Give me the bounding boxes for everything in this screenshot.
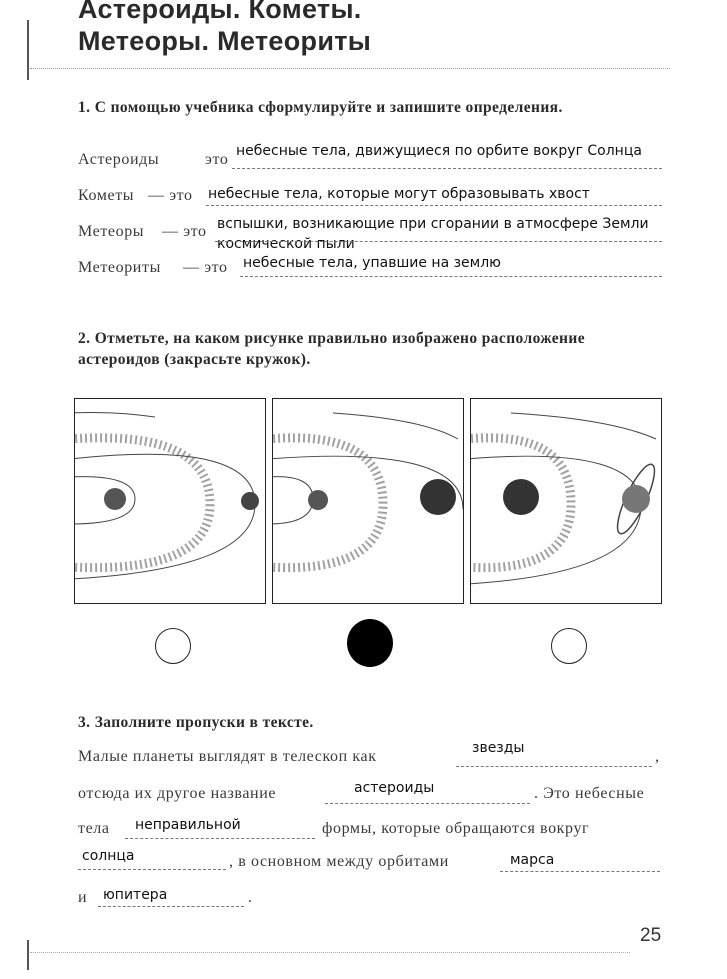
orbit-line xyxy=(511,413,656,439)
inner-orbit xyxy=(273,477,313,524)
blank-line xyxy=(125,838,315,839)
planet-inner xyxy=(104,488,126,510)
sentence-5-end: . xyxy=(248,889,253,906)
planet-outer xyxy=(420,479,456,515)
answer-line xyxy=(240,276,662,277)
sentence-5-text: и xyxy=(78,889,88,906)
answer-asteroids[interactable]: небесные тела, движущиеся по орбите вокруг Солнца xyxy=(236,143,642,159)
header-divider xyxy=(30,68,670,69)
blank-line xyxy=(78,869,226,870)
blank-line xyxy=(325,803,530,804)
answer-meteors[interactable]: вспышки, возникающие при сгорании в атмосфере Земли xyxy=(217,216,649,232)
sentence-1-end: , xyxy=(655,748,660,765)
sentence-2-text: отсюда их другое название xyxy=(78,785,277,802)
answer-comets[interactable]: небесные тела, которые могут образовывать хвост xyxy=(208,186,590,202)
connector: — это xyxy=(162,223,207,240)
option-circle-1[interactable] xyxy=(155,628,191,664)
sentence-4-text: , в основном между орбитами xyxy=(229,853,449,870)
term-comets: Кометы xyxy=(78,187,135,204)
orbit-line xyxy=(333,413,458,439)
task2-question: 2. Отметьте, на каком рисунке правильно изображено расположение астероидов (закрасьте кружок). xyxy=(78,330,585,368)
task3-question: 3. Заполните пропуски в тексте. xyxy=(78,714,314,731)
option-circle-2[interactable] xyxy=(347,619,393,667)
task1-question: 1. С помощью учебника сформулируйте и запишите определения. xyxy=(78,99,563,116)
orbit-line xyxy=(75,413,155,418)
figure-panel-3 xyxy=(470,398,662,604)
connector: — это xyxy=(148,187,193,204)
term-asteroids: Астероиды xyxy=(78,151,160,168)
margin-mark xyxy=(27,940,29,970)
answer-line xyxy=(206,205,662,206)
planet-inner xyxy=(503,479,539,515)
asteroid-belt xyxy=(75,438,210,568)
answer-sun[interactable]: солнца xyxy=(82,848,135,864)
answer-meteorites[interactable]: небесные тела, упавшие на землю xyxy=(243,255,501,271)
sentence-1-text: Малые планеты выглядят в телескоп как xyxy=(78,748,377,765)
answer-irregular[interactable]: неправильной xyxy=(135,817,241,833)
blank-line xyxy=(98,906,244,907)
sentence-3-end: формы, которые обращаются вокруг xyxy=(322,820,590,837)
connector: — это xyxy=(183,259,228,276)
planet-outer xyxy=(241,492,259,510)
answer-mars[interactable]: марса xyxy=(510,852,555,868)
blank-line xyxy=(456,766,652,767)
sentence-2-end: . Это небесные xyxy=(534,785,645,802)
answer-line xyxy=(215,241,662,242)
term-meteorites: Метеориты xyxy=(78,259,161,276)
sentence-3-text: тела xyxy=(78,820,110,837)
answer-stars[interactable]: звезды xyxy=(472,740,525,756)
answer-line xyxy=(232,168,662,169)
page-number: 25 xyxy=(640,925,662,946)
page-title-line1: Астероиды. Кометы. xyxy=(78,0,362,24)
answer-jupiter[interactable]: юпитера xyxy=(103,887,168,903)
figure-panel-2 xyxy=(272,398,464,604)
answer-meteors-line2[interactable]: космической пыли xyxy=(217,236,355,252)
connector: это xyxy=(205,151,229,168)
planet-outer xyxy=(622,485,650,513)
margin-mark xyxy=(27,20,29,80)
page-title-line2: Метеоры. Метеориты xyxy=(78,26,372,56)
option-circle-3[interactable] xyxy=(551,628,587,664)
planet-inner xyxy=(308,490,328,510)
blank-line xyxy=(500,871,660,872)
outer-orbit xyxy=(471,456,641,584)
term-meteors: Метеоры xyxy=(78,223,145,240)
footer-divider xyxy=(30,952,630,953)
figure-panel-1 xyxy=(74,398,266,604)
answer-asteroids-name[interactable]: астероиды xyxy=(354,780,435,796)
